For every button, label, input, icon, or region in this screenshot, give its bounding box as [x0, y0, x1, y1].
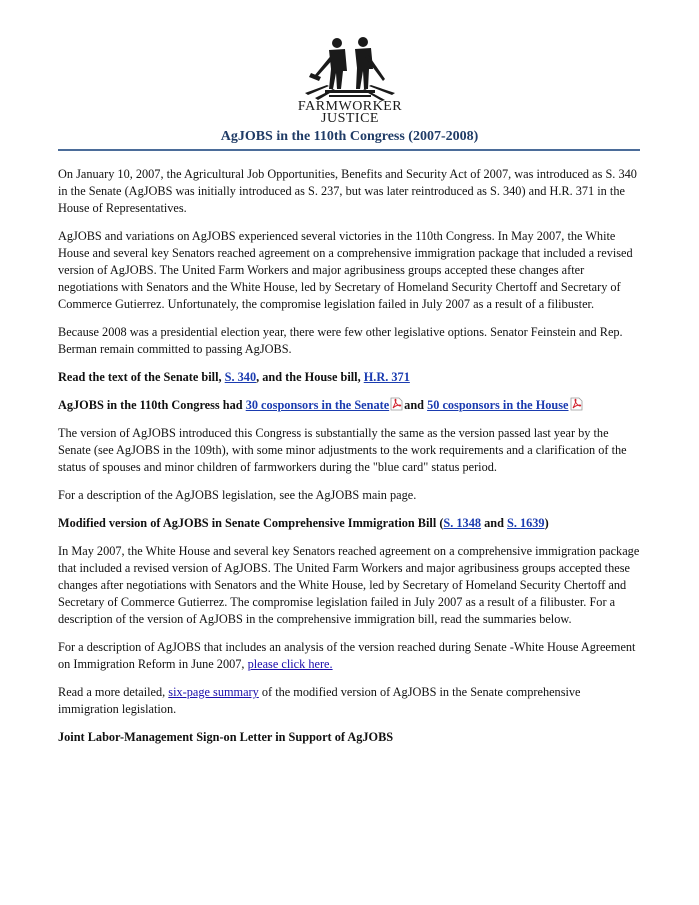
senate-cosponsors-link[interactable]: 30 cosponsors in the Senate: [245, 398, 390, 412]
farmworkers-silhouette-icon: [305, 35, 395, 101]
page-title: AgJOBS in the 110th Congress (2007-2008): [220, 129, 479, 144]
description-paragraph: For a description of the AgJOBS legislation, see the AgJOBS main page.: [58, 488, 417, 502]
s1639-link[interactable]: S. 1639: [507, 516, 545, 530]
house-bill-link[interactable]: H.R. 371: [363, 370, 410, 384]
election-paragraph: Because 2008 was a presidential election year, there were few other legislative options. Senator Feinstein and Rep. Berman remain committed to passing AgJOBS.: [58, 325, 623, 356]
joint-letter-heading-text: Joint Labor-Management Sign-on Letter in Support of AgJOBS: [58, 730, 394, 744]
logo-text-justice: JUSTICE: [321, 111, 379, 126]
house-cosponsors-link[interactable]: 50 cosponsors in the House: [427, 398, 569, 412]
six-page-summary-link[interactable]: six-page summary: [168, 685, 259, 699]
senate-bill-link[interactable]: S. 340: [224, 370, 257, 384]
analysis-text: For a description of AgJOBS that includes an analysis of the version reached during Senate -White House Agreement on Immigration Reform in June 2007,: [58, 640, 636, 671]
bill-text-prefix: Read the text of the Senate bill,: [58, 370, 225, 384]
modified-middle: and: [481, 516, 507, 530]
cosponsors-middle: and: [404, 398, 428, 412]
modified-version-heading: [58, 515, 640, 532]
main-content: [58, 166, 640, 757]
bill-text-line: [58, 369, 640, 386]
please-click-here-link[interactable]: please click here.: [247, 657, 333, 671]
title-divider: [58, 149, 640, 151]
cosponsors-line: [58, 397, 640, 414]
logo-text-farmworker: FARMWORKER: [297, 99, 403, 114]
summary-paragraph: [58, 684, 640, 718]
s1348-link[interactable]: S. 1348: [443, 516, 482, 530]
joint-letter-heading: [58, 729, 640, 746]
victories-paragraph: AgJOBS and variations on AgJOBS experienced several victories in the 110th Congress. In May 2007, the White House and several key Senators reached agreement on a comprehensive immigration package that included a revised version of AgJOBS. The United Farm Workers and major agribusiness groups accepted these changes after negotiations with Senators and the White House, led by Secretary of Homeland Security Chertoff and Secretary of Commerce Gutierrez. Unfortunately, the compromise legislation failed in July 2007 as a result of a filibuster.: [58, 229, 633, 311]
intro-paragraph: On January 10, 2007, the Agricultural Job Opportunities, Benefits and Security Act of 2007, was introduced as S. 340 in the Senate (AgJOBS was initially introduced as S. 237, but was later reintroduced as S. 340) and H.R. 371 in the House of Representatives.: [58, 167, 637, 215]
pdf-icon[interactable]: [390, 397, 403, 411]
pdf-icon[interactable]: [570, 397, 583, 411]
modified-prefix: Modified version of AgJOBS in Senate Comprehensive Immigration Bill (: [58, 516, 444, 530]
bill-text-middle: , and the House bill,: [256, 370, 364, 384]
modified-suffix: ): [544, 516, 549, 530]
summary-prefix: Read a more detailed,: [58, 685, 169, 699]
cosponsors-prefix: AgJOBS in the 110th Congress had: [58, 398, 246, 412]
farmworker-justice-logo: [290, 35, 410, 127]
version-paragraph: The version of AgJOBS introduced this Congress is substantially the same as the version passed last year by the Senate (see AgJOBS in the 109th), with some minor adjustments to the work requirements and a clarification of the status of spouses and minor children of farmworkers during the "blue card" status period.: [58, 426, 627, 474]
summary-suffix: of the modified version of AgJOBS in the Senate comprehensive immigration legislation.: [58, 685, 581, 716]
agreement-paragraph: In May 2007, the White House and several key Senators reached agreement on a comprehensive immigration package that included a revised version of AgJOBS. The United Farm Workers and major agribusiness groups accepted these changes after negotiations with Senators and the White House, led by Secretary of Homeland Security Chertoff and Secretary of Commerce Gutierrez. The compromise legislation failed in July 2007 as a result of a filibuster. For a description of the version of AgJOBS in the comprehensive immigration bill, read the summaries below.: [58, 544, 640, 626]
analysis-paragraph: [58, 639, 640, 673]
